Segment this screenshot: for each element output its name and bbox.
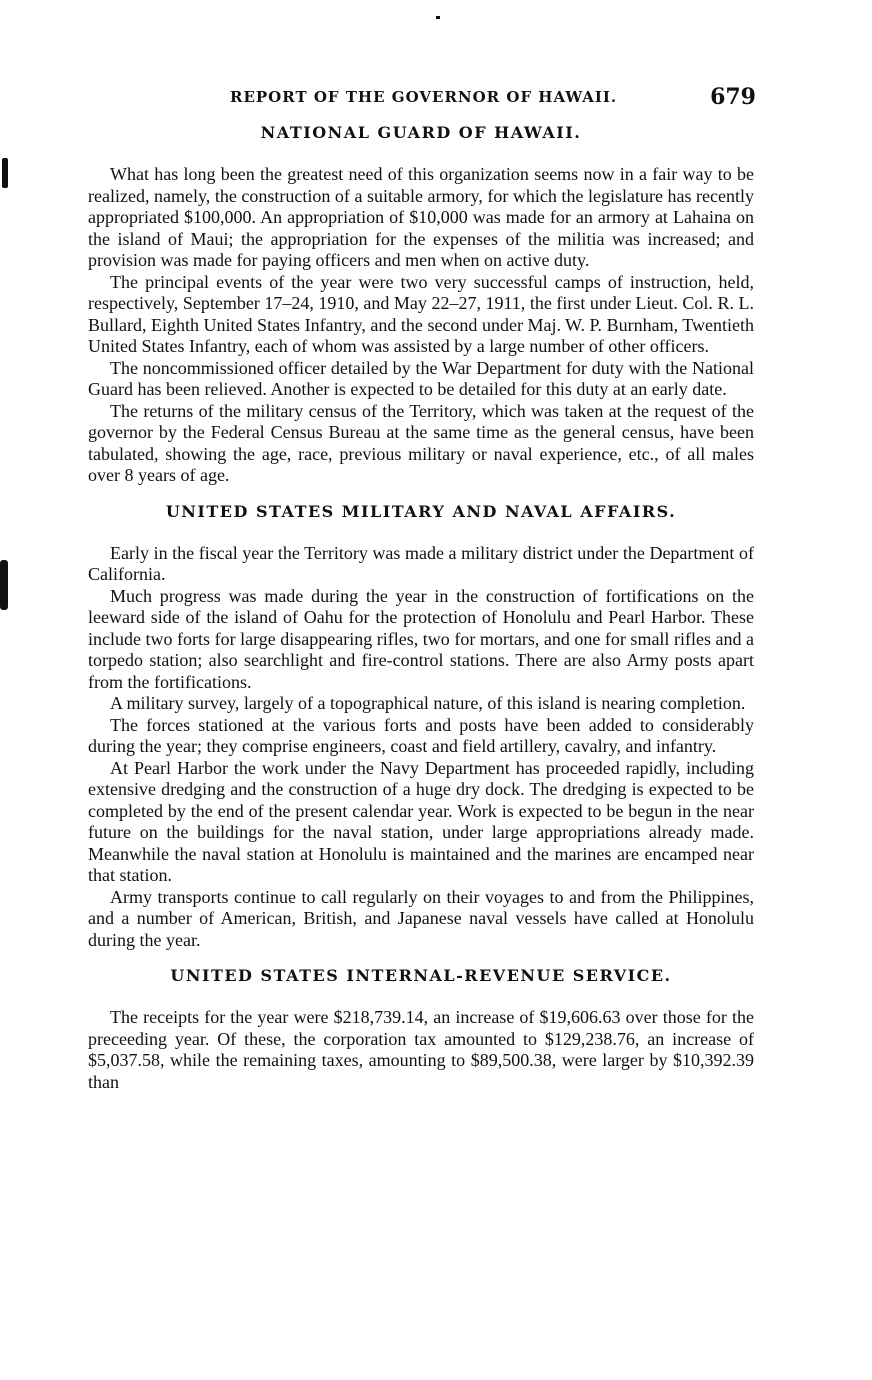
paragraph: At Pearl Harbor the work under the Navy Department has proceeded rapidly, including extensive dredging and the construction of a huge dry dock. The dredging is expected to be completed by the end of the present calendar year. Work is expected to be begun in the near future on the buildings for the naval station, under large appropriations already made. Meanwhile the naval station at Honolulu is maintained and the marines are encamped near that station. (88, 757, 754, 885)
section-title-internal-revenue: UNITED STATES INTERNAL-REVENUE SERVICE. (170, 966, 672, 985)
text-column (88, 122, 754, 1093)
scan-dot-mark (436, 16, 440, 19)
paragraph: The returns of the military census of the Territory, which was taken at the request of the governor by the Federal Census Bureau at the same time as the general census, have been tabulated, showing the age, race, previous military or naval experience, etc., of all males over 8 years of age. (88, 400, 754, 485)
page-number: 679 (710, 84, 756, 110)
page-header (88, 84, 758, 112)
paragraph: Early in the fiscal year the Territory was made a military district under the Department of California. (88, 542, 754, 584)
section-title-national-guard: NATIONAL GUARD OF HAWAII. (260, 123, 582, 142)
running-title: REPORT OF THE GOVERNOR OF HAWAII. (230, 88, 618, 106)
scan-binding-mark (0, 560, 8, 610)
paragraph: Much progress was made during the year in the construction of fortifications on the leeward side of the island of Oahu for the protection of Honolulu and Pearl Harbor. These include two forts for large disappearing rifles, two for mortars, and one for small rifles and a torpedo station; also searchlight and fire-control stations. There are also Army posts apart from the fortifications. (88, 585, 754, 692)
paragraph: The forces stationed at the various forts and posts have been added to considerably during the year; they comprise engineers, coast and field artillery, cavalry, and infantry. (88, 714, 754, 756)
paragraph: Army transports continue to call regularly on their voyages to and from the Philippines, and a number of American, British, and Japanese naval vessels have called at Honolulu during the year. (88, 886, 754, 950)
paragraph: What has long been the greatest need of this organization seems now in a fair way to be realized, namely, the construction of a suitable armory, for which the legislature has recently appropriated $100,000. An appropriation of $10,000 was made for an armory at Lahaina on the island of Maui; the appropriation for the expenses of the militia was increased; and provision was made for paying officers and men when on active duty. (88, 164, 754, 270)
scan-binding-mark (2, 158, 8, 188)
paragraph: The noncommissioned officer detailed by the War Department for duty with the National Guard has been relieved. Another is expected to be detailed for this duty at an early date. (88, 357, 754, 399)
paragraph: A military survey, largely of a topographical nature, of this island is nearing completion. (110, 693, 746, 713)
paragraph: The receipts for the year were $218,739.14, an increase of $19,606.63 over those for the preceeding year. Of these, the corporation tax amounted to $129,238.76, an increase of $5,037.58, while the remaining taxes, amounting to $89,500.38, were larger by $10,392.39 than (88, 1007, 754, 1092)
paragraph: The principal events of the year were two very successful camps of instruction, held, respectively, September 17–24, 1910, and May 22–27, 1911, the first under Lieut. Col. R. L. Bullard, Eighth United States Infantry, and the second under Maj. W. P. Burnham, Twentieth United States Infantry, each of whom was assisted by a large number of other officers. (88, 271, 754, 356)
section-title-military-naval: UNITED STATES MILITARY AND NAVAL AFFAIRS. (165, 501, 677, 521)
